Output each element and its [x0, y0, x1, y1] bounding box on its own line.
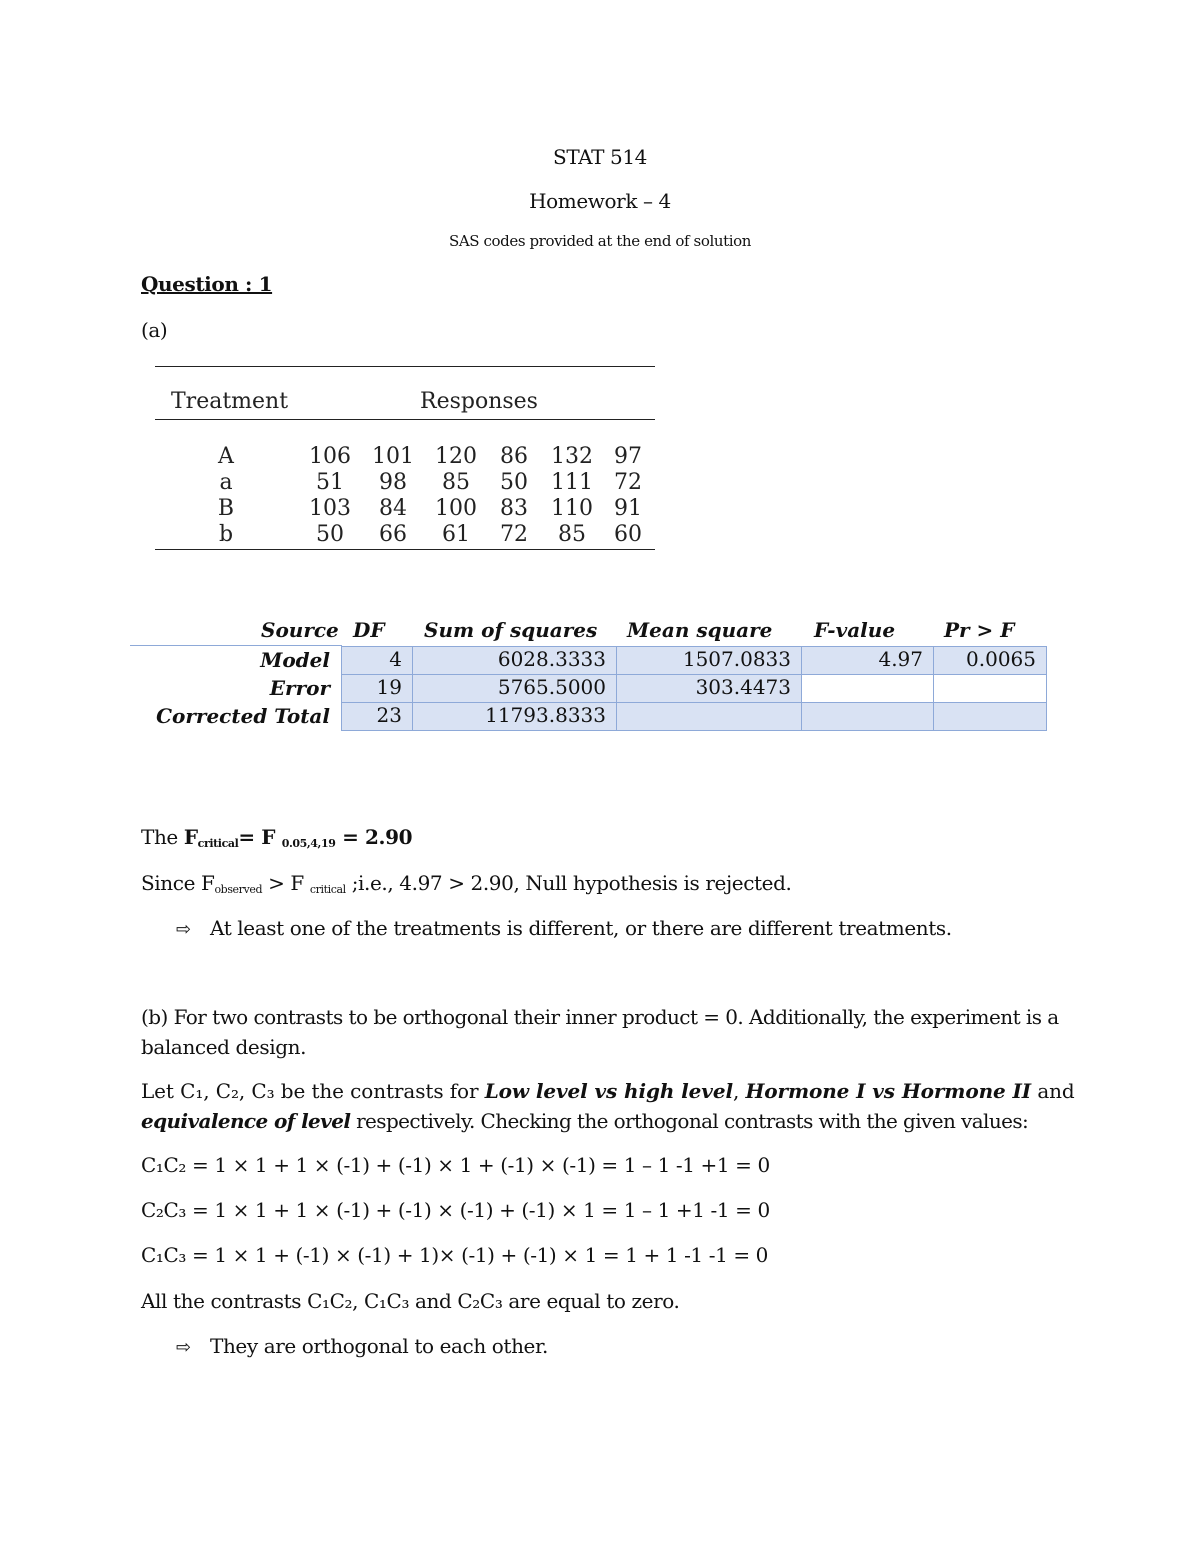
anova-cell-df: 19: [341, 674, 413, 703]
contrast-2-name: Hormone I vs Hormone II: [745, 1079, 1032, 1103]
part-b-intro: (b) For two contrasts to be orthogonal their inner product = 0. Additionally, the experiment is a: [141, 1005, 1059, 1029]
response-value: 97: [614, 444, 642, 469]
anova-cell-f: 4.97: [801, 646, 934, 675]
response-value: 100: [435, 496, 477, 521]
anova-f-header: F-value: [814, 618, 896, 642]
response-value: 101: [372, 444, 414, 469]
let-text-2: ,: [732, 1079, 746, 1103]
response-value: 85: [558, 522, 586, 547]
response-value: 98: [379, 470, 407, 495]
anova-cell-f: [801, 702, 934, 731]
anova-cell-p: [933, 702, 1047, 731]
treatment-label: b: [218, 522, 234, 547]
since-text-1: Since F: [141, 871, 215, 895]
anova-cell-f: [801, 674, 934, 703]
treatment-label: B: [217, 496, 235, 521]
anova-source-label: Error: [269, 676, 330, 700]
let-line-2: [141, 1109, 1028, 1133]
observed-subscript: observed: [214, 883, 263, 896]
table-bottom-rule: [155, 549, 655, 550]
contrast-1-name: Low level vs high level: [484, 1079, 733, 1103]
outline-right-arrow-icon: ⇨: [176, 919, 191, 940]
anova-ss-header: Sum of squares: [424, 618, 598, 642]
treatment-rows: [155, 444, 655, 548]
let-text-3: and: [1031, 1079, 1075, 1103]
all-zero-line: All the contrasts C₁C₂, C₁C₃ and C₂C₃ are equal to zero.: [141, 1289, 680, 1313]
conclusion-a: [176, 916, 952, 940]
equation-c2c3: C₂C₃ = 1 × 1 + 1 × (-1) + (-1) × (-1) + (-1) × 1 = 1 – 1 +1 -1 = 0: [141, 1198, 770, 1222]
course-title: STAT 514: [553, 145, 647, 169]
f-critical-prefix: The: [141, 825, 184, 849]
anova-p-header: Pr > F: [944, 618, 1015, 642]
since-text-3: ;i.e., 4.97 > 2.90, Null hypothesis is rejected.: [345, 871, 792, 895]
treatment-header: Treatment: [171, 389, 289, 414]
homework-title: Homework – 4: [529, 189, 671, 213]
response-value: 132: [551, 444, 593, 469]
f-critical-symbol: F: [183, 825, 198, 849]
equation-c1c3: C₁C₃ = 1 × 1 + (-1) × (-1) + 1)× (-1) + (-1) × 1 = 1 + 1 -1 -1 = 0: [141, 1243, 768, 1267]
treatment-table: [155, 366, 655, 550]
response-value: 51: [316, 470, 344, 495]
treatment-row: [155, 470, 655, 496]
response-value: 83: [500, 496, 528, 521]
anova-cell-df: 4: [341, 646, 413, 675]
anova-source-label: Corrected Total: [156, 704, 330, 728]
anova-cell-ms: 303.4473: [616, 674, 802, 703]
f-critical-df-subscript: 0.05,4,19: [281, 837, 336, 850]
anova-cell-df: 23: [341, 702, 413, 731]
since-line: [141, 871, 791, 896]
response-value: 103: [309, 496, 351, 521]
conclusion-a-text: At least one of the treatments is different, or there are different treatments.: [210, 916, 952, 940]
question-title: Question : 1: [141, 272, 273, 296]
contrast-3-name: equivalence of level: [141, 1109, 351, 1133]
sas-note: SAS codes provided at the end of solution: [448, 232, 752, 250]
response-value: 86: [500, 444, 528, 469]
conclusion-b-text: They are orthogonal to each other.: [210, 1334, 548, 1358]
response-value: 110: [551, 496, 593, 521]
anova-cell-p: [933, 674, 1047, 703]
response-value: 50: [500, 470, 528, 495]
critical-subscript: critical: [309, 883, 346, 896]
let-line-1: [141, 1079, 1075, 1103]
treatment-row: [155, 444, 655, 470]
anova-source-header: Source: [261, 618, 339, 642]
response-value: 85: [442, 470, 470, 495]
f-critical-value: = 2.90: [335, 825, 413, 849]
treatment-row: [155, 496, 655, 522]
f-critical-line: [141, 825, 412, 850]
anova-cell-ss: 6028.3333: [412, 646, 617, 675]
outline-right-arrow-icon: ⇨: [176, 1337, 191, 1358]
anova-df-header: DF: [353, 618, 385, 642]
response-value: 72: [614, 470, 642, 495]
response-value: 61: [442, 522, 470, 547]
response-value: 72: [500, 522, 528, 547]
part-b-intro-2: balanced design.: [141, 1035, 307, 1059]
response-value: 120: [435, 444, 477, 469]
response-value: 66: [379, 522, 407, 547]
anova-ms-header: Mean square: [627, 618, 773, 642]
let-text-4: respectively. Checking the orthogonal contrasts with the given values:: [350, 1109, 1029, 1133]
since-text-2: > F: [262, 871, 310, 895]
let-text-1: Let C₁, C₂, C₃ be the contrasts for: [141, 1079, 485, 1103]
anova-header-rule: [130, 645, 342, 646]
treatment-label: a: [219, 470, 233, 495]
response-value: 84: [379, 496, 407, 521]
response-value: 111: [551, 470, 593, 495]
part-a-label: (a): [141, 318, 168, 342]
anova-cell-ms: [616, 702, 802, 731]
anova-source-label: Model: [260, 648, 330, 672]
anova-cell-ms: 1507.0833: [616, 646, 802, 675]
treatment-label: A: [218, 444, 234, 469]
response-value: 106: [309, 444, 351, 469]
anova-cell-ss: 5765.5000: [412, 674, 617, 703]
conclusion-b: [176, 1334, 548, 1358]
responses-header: Responses: [420, 389, 538, 414]
anova-header: [0, 618, 1200, 644]
response-value: 91: [614, 496, 642, 521]
f-critical-subscript: critical: [197, 837, 239, 850]
response-value: 60: [614, 522, 642, 547]
table-header: [155, 367, 655, 419]
response-value: 50: [316, 522, 344, 547]
anova-cell-p: 0.0065: [933, 646, 1047, 675]
equation-c1c2: C₁C₂ = 1 × 1 + 1 × (-1) + (-1) × 1 + (-1) × (-1) = 1 – 1 -1 +1 = 0: [141, 1153, 770, 1177]
anova-cell-ss: 11793.8333: [412, 702, 617, 731]
f-critical-equals: = F: [238, 825, 282, 849]
treatment-row: [155, 522, 655, 548]
